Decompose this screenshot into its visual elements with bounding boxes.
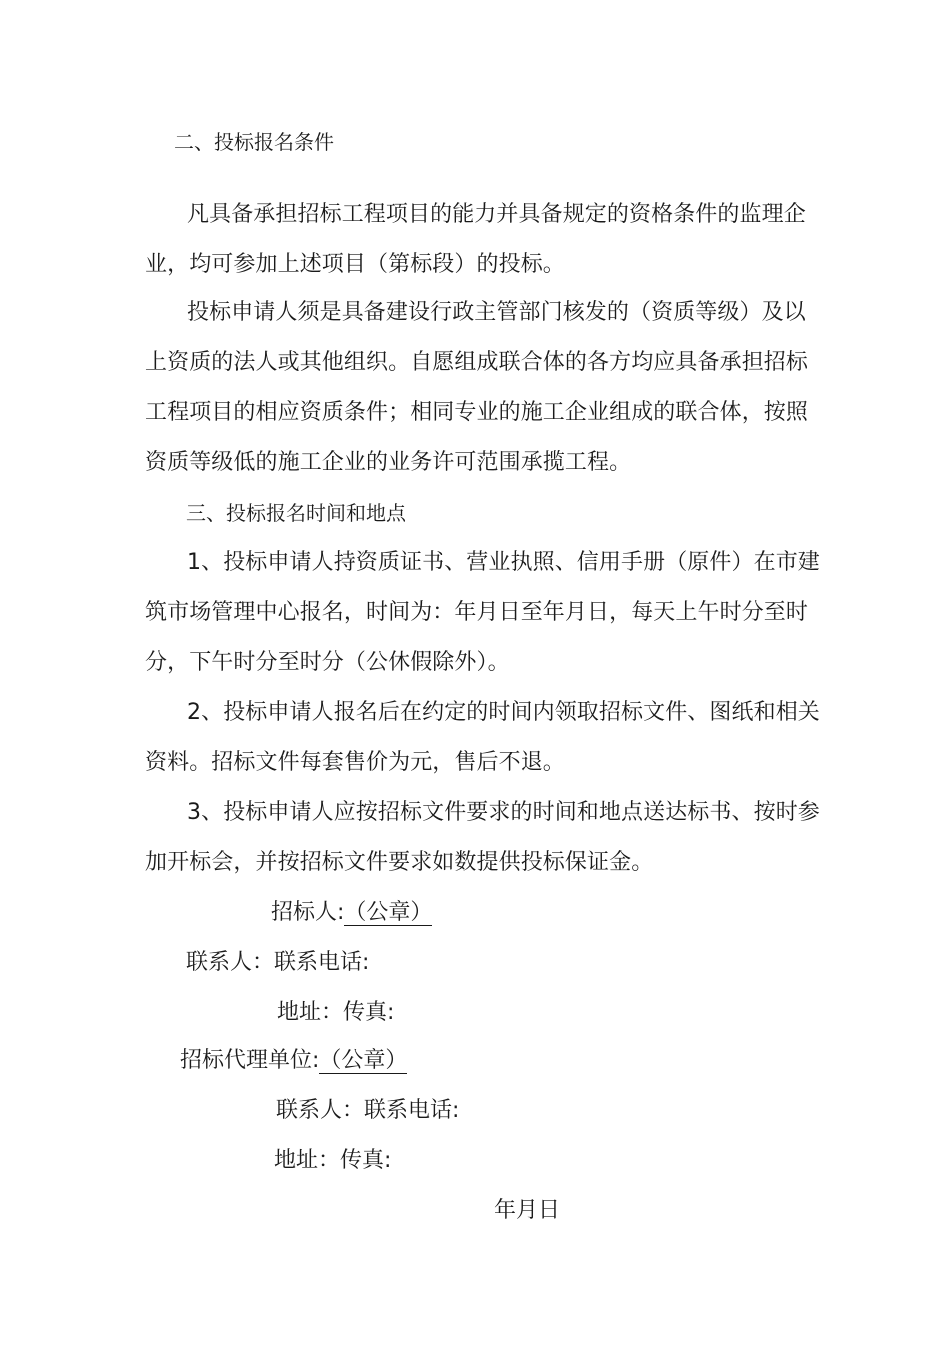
date-line: 年月日: [494, 1198, 561, 1223]
section3-item3-line1: 3、投标申请人应按招标文件要求的时间和地点送达标书、按时参: [187, 800, 820, 825]
tenderer-label: 招标人:: [271, 900, 345, 925]
section2-para2-line4: 资质等级低的施工企业的业务许可范围承揽工程。: [145, 450, 632, 475]
section3-item2-line2: 资料。招标文件每套售价为元，售后不退。: [145, 750, 565, 775]
section2-para2-line3: 工程项目的相应资质条件；相同专业的施工企业组成的联合体，按照: [145, 400, 809, 425]
tenderer-seal: （公章）: [344, 900, 433, 925]
section3-item2-line1: 2、投标申请人报名后在约定的时间内领取招标文件、图纸和相关: [187, 700, 820, 725]
section3-item1-line1: 1、投标申请人持资质证书、营业执照、信用手册（原件）在市建: [187, 550, 820, 575]
agent-seal: （公章）: [319, 1048, 408, 1073]
agent-label: 招标代理单位:: [180, 1048, 320, 1073]
tenderer-line: [271, 898, 432, 928]
section3-item1-line2: 筑市场管理中心报名，时间为：年月日至年月日，每天上午时分至时: [145, 600, 809, 625]
section2-para1-line1: 凡具备承担招标工程项目的能力并具备规定的资格条件的监理企: [187, 202, 806, 227]
section2-para2-line1: 投标申请人须是具备建设行政主管部门核发的（资质等级）及以: [187, 300, 806, 325]
section3-heading: 三、投标报名时间和地点: [186, 501, 406, 525]
agent-contact: 联系人：联系电话:: [276, 1098, 460, 1123]
section3-item3-line2: 加开标会，并按招标文件要求如数提供投标保证金。: [145, 850, 654, 875]
section3-item1-line3: 分，下午时分至时分（公休假除外）。: [145, 650, 510, 675]
tenderer-address: 地址：传真:: [277, 1000, 395, 1025]
tenderer-contact: 联系人：联系电话:: [186, 950, 370, 975]
section2-para2-line2: 上资质的法人或其他组织。自愿组成联合体的各方均应具备承担招标: [145, 350, 809, 375]
section2-para1-line2: 业，均可参加上述项目（第标段）的投标。: [145, 252, 565, 277]
section2-heading: 二、投标报名条件: [174, 130, 334, 154]
agent-line: [180, 1046, 407, 1076]
agent-address: 地址：传真:: [274, 1148, 392, 1173]
